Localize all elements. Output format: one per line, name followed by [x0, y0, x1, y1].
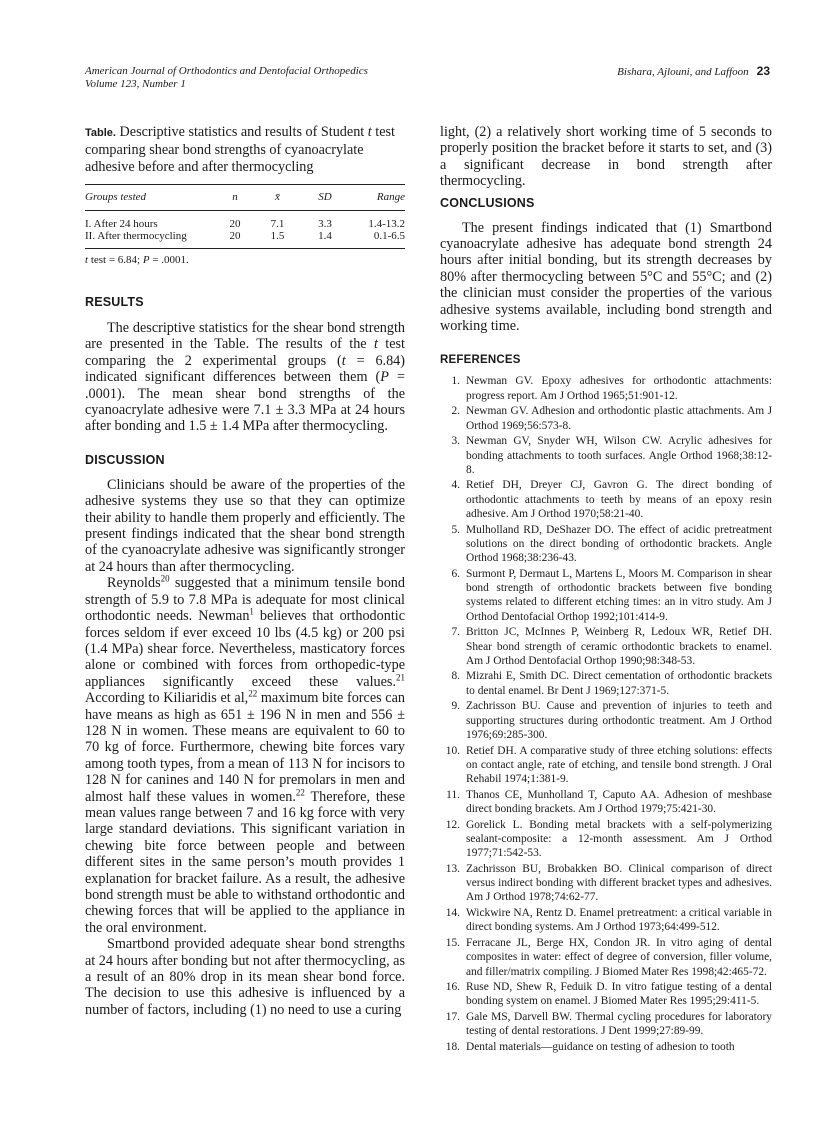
- running-head-left: [85, 65, 368, 91]
- reference-item: [440, 567, 772, 624]
- reference-number: 11.: [446, 788, 460, 801]
- stats-table: [85, 184, 405, 249]
- text: According to Kiliaridis et al,: [85, 690, 249, 707]
- reference-item: [440, 744, 772, 787]
- text: believes that orthodontic forces seldom if ever exceed 10 lbs (4.5 kg) or 200 psi (1.4 MPa) shear force. Nevertheless, masticatory forces alone or combined with forces from orthopedic-type appliances significantly exceed these values.: [85, 608, 405, 690]
- text: suggested that a minimum tensile bond strength of 5.9 to 7.8 MPa is adequate for most clinical orthodontic needs. Newman: [85, 575, 405, 625]
- reference-item: [440, 1010, 772, 1039]
- left-column: [85, 124, 405, 1018]
- reference-text: Britton JC, McInnes P, Weinberg R, Ledoux WR, Retief DH. Shear bond strength of ceramic orthodontic brackets to enamel. Am J Orthod Dentofacial Orthop 1990;98:348-53.: [466, 626, 772, 667]
- reference-text: Newman GV. Adhesion and orthodontic plastic attachments. Am J Orthod 1969;56:573-8.: [466, 405, 772, 432]
- note-italic-p: P: [142, 254, 150, 266]
- page-number: 23: [756, 64, 770, 78]
- citation-superscript: 22: [295, 786, 305, 797]
- running-head-right: [617, 65, 770, 79]
- references-list: [440, 374, 772, 1054]
- results-heading: RESULTS: [85, 295, 144, 309]
- text: The descriptive statistics for the shear bond strength are presented in the Table. The results of the: [85, 320, 405, 353]
- reference-text: Zachrisson BU. Cause and prevention of injuries to teeth and supporting structures during orthodontic treatment. Am J Orthod 1976;69:285-300.: [466, 700, 772, 741]
- reference-number: 10.: [445, 744, 460, 757]
- cell-group: I. After 24 hours: [85, 218, 158, 230]
- reference-item: [440, 434, 772, 477]
- reference-number: 7.: [451, 626, 460, 639]
- reference-item: [440, 374, 772, 403]
- reference-text: Ferracane JL, Berge HX, Condon JR. In vitro aging of dental composites in water: effect of degree of conversion, filler volume, and filler/matrix compiling. J Biomed Mater Res 1998;42:465-72.: [466, 936, 772, 978]
- discussion-paragraph-1: Clinicians should be aware of the properties of the adhesive systems they use so that they can optimize their ability to handle them properly and efficiently. The present findings indicated that the shear bond strength of the cyanoacrylate adhesive was significantly stronger at 24 hours than after thermocycling.: [85, 476, 405, 575]
- reference-item: [440, 478, 772, 521]
- references-heading: REFERENCES: [440, 354, 521, 367]
- cell-n: 20: [215, 230, 255, 249]
- col-header-range: Range: [350, 185, 405, 211]
- cell-range: 1.4-13.2: [368, 218, 405, 230]
- table-label: Table.: [85, 127, 116, 139]
- text: test comparing the 2 experimental groups (: [85, 336, 405, 369]
- col-header-sd: SD: [300, 185, 350, 211]
- reference-number: 8.: [451, 670, 460, 683]
- reference-item: [440, 699, 772, 742]
- discussion-paragraph-3: Smartbond provided adequate shear bond strengths at 24 hours after bonding but not after thermocycling, as a result of an 80% drop in its mean shear bond force. The decision to use this adhesive is influenced by a number of factors, including (1) no need to use a curing: [85, 936, 405, 1018]
- reference-item: [440, 523, 772, 566]
- cell-sd: 1.4: [300, 230, 350, 249]
- reference-number: 14.: [445, 907, 460, 920]
- cell-group: II. After thermocycling: [85, 230, 215, 249]
- reference-number: 13.: [445, 862, 460, 875]
- cell-sd: 3.3: [318, 218, 332, 230]
- reference-text: Surmont P, Dermaut L, Martens L, Moors M. Comparison in shear bond strength of orthodontic brackets between five bonding systems related to different etching times: an in vitro study. Am J Orthod Dentofacial Orthop 1992;101:414-9.: [466, 567, 772, 623]
- reference-number: 4.: [451, 479, 460, 492]
- table-row: [85, 230, 405, 249]
- conclusions-heading: CONCLUSIONS: [440, 195, 535, 210]
- col-header-group: Groups tested: [85, 185, 215, 211]
- reference-number: 1.: [451, 375, 460, 388]
- journal-volume: Volume 123, Number 1: [85, 78, 186, 90]
- text: Therefore, these mean values range between 7 and 16 kg force with very large standard deviations. This significant variation in chewing bite force between people and between different sites in the same person’s mouth provides 1 explanation for bracket failure. As a result, the adhesive bond strength must be able to withstand orthodontic and chewing forces that will be applied to the appliance in the oral environment.: [85, 788, 405, 936]
- reference-text: Zachrisson BU, Brobakken BO. Clinical comparison of direct versus indirect bonding with different bracket types and adhesives. Am J Orthod 1978;74:62-77.: [466, 862, 772, 904]
- reference-text: Thanos CE, Munholland T, Caputo AA. Adhesion of meshbase direct bonding brackets. Am J Orthod 1979;75:421-30.: [466, 788, 772, 816]
- reference-number: 15.: [445, 936, 460, 949]
- citation-superscript: 20: [160, 573, 170, 584]
- text: = .0001). The mean shear bond strengths of the cyanoacrylate adhesive were 7.1 ± 3.3 MPa at 24 hours after bonding and 1.5 ± 1.4 MPa after thermocycling.: [85, 369, 405, 435]
- col-header-n: n: [215, 185, 255, 211]
- citation-superscript: 22: [248, 688, 258, 699]
- discussion-paragraph-2: [85, 575, 405, 936]
- reference-item: [440, 625, 772, 668]
- reference-text: Mulholland RD, DeShazer DO. The effect of acidic pretreatment solutions on the direct bonding of orthodontic brackets. Angle Orthod 1968;38:236-43.: [466, 523, 772, 565]
- table-header-row: [85, 185, 405, 211]
- discussion-paragraph-3-continued: light, (2) a relatively short working time of 5 seconds to properly position the bracket before it starts to set, and (3) a significant decrease in bond strength after thermocycling.: [440, 124, 772, 190]
- results-paragraph: [85, 320, 405, 435]
- reference-number: 5.: [451, 523, 460, 536]
- reference-item: [440, 862, 772, 905]
- reference-item: [440, 1040, 772, 1054]
- reference-text: Dental materials—guidance on testing of adhesion to tooth: [466, 1040, 735, 1053]
- right-column: [440, 124, 772, 1055]
- caption-text: Descriptive statistics and results of Student: [119, 124, 365, 140]
- cell-mean: 7.1: [270, 218, 285, 230]
- reference-number: 12.: [445, 818, 460, 831]
- text: maximum bite forces can have means as high as 651 ± 196 N in men and 556 ± 128 N in women. These means are equivalent to 60 to 70 kg of force. Furthermore, chewing bite forces vary among tooth types, from a mean of 113 N for incisors to 128 N for canines and 140 N for premolars in men and almost half these values in women.: [85, 690, 405, 805]
- reference-text: Gorelick L. Bonding metal brackets with a self-polymerizing sealant-composite: a 12-month assessment. Am J Orthod 1977;71:542-53.: [466, 818, 772, 860]
- reference-text: Gale MS, Darvell BW. Thermal cycling procedures for laboratory testing of dental restorations. J Dent 1999;27:89-99.: [466, 1010, 772, 1038]
- reference-text: Retief DH. A comparative study of three etching solutions: effects on contact angle, rate of etching, and tensile bond strength. J Oral Rehabil 1974;1:381-9.: [466, 744, 772, 786]
- reference-text: Newman GV, Snyder WH, Wilson CW. Acrylic adhesives for bonding attachments to tooth surfaces. Angle Orthod 1968;38:12-8.: [466, 435, 772, 476]
- reference-number: 18.: [445, 1040, 460, 1053]
- citation-superscript: 1: [249, 606, 254, 617]
- cell-n: 20: [229, 218, 241, 230]
- italic-t: t: [341, 352, 346, 369]
- reference-text: Wickwire NA, Rentz D. Enamel pretreatment: a critical variable in direct bonding systems. Am J Orthod 1973;64:499-512.: [466, 907, 772, 934]
- authors: Bishara, Ajlouni, and Laffoon: [617, 66, 749, 78]
- reference-number: 3.: [451, 435, 460, 448]
- col-header-mean: x̄: [255, 185, 300, 211]
- reference-item: [440, 936, 772, 979]
- reference-number: 9.: [451, 700, 460, 713]
- reference-item: [440, 788, 772, 817]
- reference-item: [440, 906, 772, 935]
- table-caption: [85, 124, 405, 176]
- note-italic-t: t: [85, 254, 89, 266]
- table-row: [85, 211, 405, 231]
- discussion-heading: DISCUSSION: [85, 452, 165, 467]
- reference-number: 6.: [451, 567, 460, 580]
- caption-italic-t: t: [367, 124, 372, 140]
- reference-number: 16.: [445, 981, 460, 994]
- reference-item: [440, 404, 772, 433]
- reference-text: Ruse ND, Shew R, Feduik D. In vitro fatigue testing of a dental bonding system on enamel. J Biomed Mater Res 1995;29:411-5.: [466, 981, 772, 1008]
- text: = 6.84) indicated significant differences between them (: [85, 352, 405, 386]
- italic-t: t: [373, 336, 378, 353]
- reference-number: 2.: [451, 405, 460, 418]
- reference-text: Newman GV. Epoxy adhesives for orthodontic attachments: progress report. Am J Orthod 1965;51:901-12.: [466, 375, 772, 402]
- italic-p: P: [380, 369, 389, 386]
- note-text: test = 6.84;: [88, 254, 143, 266]
- reference-item: [440, 669, 772, 698]
- note-text-end: = .0001.: [149, 254, 189, 266]
- journal-title: American Journal of Orthodontics and Dentofacial Orthopedics: [85, 65, 368, 77]
- cell-mean: 1.5: [255, 230, 300, 249]
- caption-text-cont: test comparing shear bond strengths of cyanoacrylate adhesive before and after thermocycling: [85, 124, 395, 175]
- table-footnote: [85, 254, 405, 266]
- reference-number: 17.: [445, 1010, 460, 1023]
- cell-range: 0.1-6.5: [350, 230, 405, 249]
- citation-superscript: 21: [396, 671, 405, 682]
- reference-text: Mizrahi E, Smith DC. Direct cementation of orthodontic brackets to dental enamel. Br Dent J 1969;127:371-5.: [466, 670, 772, 697]
- conclusions-paragraph: The present findings indicated that (1) Smartbond cyanoacrylate adhesive has adequate bond strength 24 hours after initial bonding, but its strength decreases by 80% after thermocycling between 5°C and 55°C; and (2) the clinician must consider the properties of the various adhesive systems available, including bond strength and working time.: [440, 219, 772, 335]
- text: Reynolds: [107, 575, 161, 592]
- reference-item: [440, 980, 772, 1009]
- reference-item: [440, 818, 772, 861]
- reference-text: Retief DH, Dreyer CJ, Gavron G. The direct bonding of orthodontic attachments to teeth by means of an epoxy resin adhesive. Am J Orthod 1970;58:21-40.: [466, 479, 772, 521]
